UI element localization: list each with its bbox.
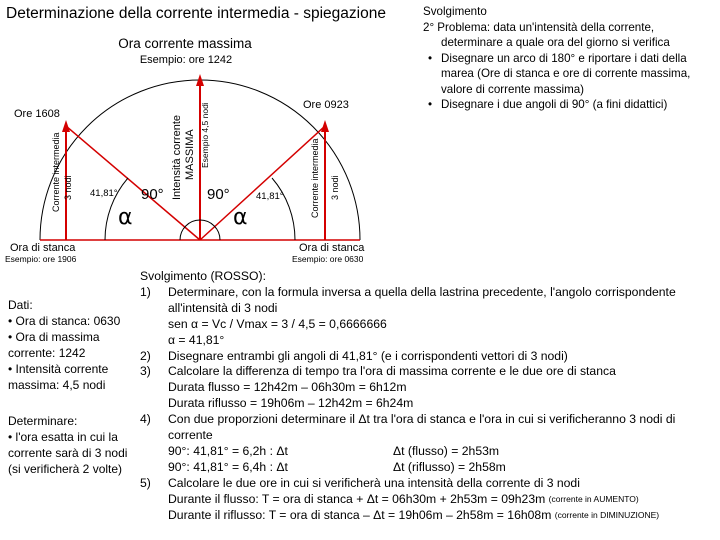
vertical-label-2: MASSIMA <box>184 129 196 180</box>
step-5 <box>140 476 676 492</box>
problem-bullet-2: • Disegnare i due angoli di 90° (a fini didattici) <box>441 97 719 113</box>
max-example: Esempio: ore 1242 <box>139 54 233 66</box>
step-4-line-4b: Δt (riflusso) = 2h58m <box>393 459 506 474</box>
problem-line-2: determinare a quale ora del giorno si verifica <box>441 36 670 49</box>
bullet-1-line-1: Disegnare un arco di 180° e riportare i dati della <box>441 51 687 65</box>
step-5-line-3b: (corrente in DIMINUZIONE) <box>554 509 660 520</box>
left-hour: Ore 1608 <box>14 108 60 120</box>
angle-left-label: 41,81° <box>90 188 118 199</box>
step-3-line-3: Durata riflusso = 19h06m – 12h42m = 6h24m <box>168 396 414 411</box>
data-line-6: massima: 4,5 nodi <box>8 378 106 392</box>
right-intermediate-radius <box>200 126 325 240</box>
slack-left-label: Ora di stanca <box>10 242 76 254</box>
step-3-line-1: Calcolare la differenza di tempo tra l'ora di massima corrente e le due ore di stanca <box>168 364 616 379</box>
step-4 <box>140 412 676 428</box>
right-hour: Ore 0923 <box>303 99 349 111</box>
step-3 <box>140 364 676 380</box>
angle-right-label: 41,81° <box>256 191 284 202</box>
step-4-line-3b: Δt (flusso) = 2h53m <box>393 443 500 458</box>
given-data <box>8 297 120 393</box>
step-4-line-3a: 90°: 41,81° = 6,2h : Δt <box>168 443 288 458</box>
step-3-number: 3) <box>140 364 151 379</box>
bullet-1-line-2: marea (Ore di stanca e ore di corrente massima, <box>441 67 691 80</box>
solution-steps <box>140 269 676 524</box>
step-4-line-1: Con due proporzioni determinare il Δt tra l'ora di stanca e l'ora in cui si verificheranno 3 nodi di <box>168 412 676 427</box>
data-line-2: • Ora di stanca: 0630 <box>8 314 121 328</box>
step-1-line-4: α = 41,81° <box>168 332 225 347</box>
left-intermediate-arrowhead <box>62 120 70 132</box>
vertical-label-1: Intensità corrente <box>171 115 183 200</box>
slack-right-label: Ora di stanca <box>299 242 365 254</box>
step-1-number: 1) <box>140 284 151 299</box>
step-2-line: Disegnare entrambi gli angoli di 41,81° (e i corrispondenti vettori di 3 nodi) <box>168 348 568 363</box>
problem-line-1: 2° Problema: data un'intensità della corrente, <box>423 20 655 34</box>
determ-line-4: (si verificherà 2 volte) <box>8 462 123 476</box>
data-line-1: Dati: <box>8 298 33 312</box>
step-4-line-2: corrente <box>168 428 213 443</box>
step-3-line-2: Durata flusso = 12h42m – 06h30m = 6h12m <box>168 380 407 395</box>
step-5-line-2a: Durante il flusso: T = ora di stanca + Δt = 06h30m + 2h53m = 09h23m <box>168 491 546 506</box>
bullet-1-line-3: valore di corrente massima) <box>441 82 585 96</box>
right-angle-right-label: 90° <box>207 186 230 203</box>
step-1-line-2: all'intensità di 3 nodi <box>168 300 278 315</box>
step-4-number: 4) <box>140 412 151 427</box>
step-5-line-2b: (corrente in AUMENTO) <box>548 493 639 504</box>
solution-title: Svolgimento (ROSSO): <box>140 269 266 283</box>
step-4-line-4a: 90°: 41,81° = 6,4h : Δt <box>168 459 288 474</box>
step-1-line-3: sen α = Vc / Vmax = 3 / 4,5 = 0,6666666 <box>168 316 387 331</box>
slack-left-example: Esempio: ore 1906 <box>5 254 77 264</box>
right-angle-left-label: 90° <box>141 186 164 203</box>
right-alpha-arc <box>272 178 295 240</box>
step-2 <box>140 349 676 365</box>
max-title: Ora corrente massima <box>118 36 252 51</box>
step-5-line-1: Calcolare le due ore in cui si verificherà una intensità della corrente di 3 nodi <box>168 475 580 490</box>
vertical-label-3: Esempio 4,5 nodi <box>200 102 210 168</box>
problem-heading: Svolgimento <box>423 5 487 18</box>
slack-right-example: Esempio: ore 0630 <box>292 254 364 264</box>
step-5-line-3a: Durante il riflusso: T = ora di stanca – Δt = 19h06m – 2h58m = 16h08m <box>168 507 552 522</box>
determine-block <box>8 413 127 477</box>
alpha-left: α <box>118 205 133 230</box>
right-intermediate-arrowhead <box>321 120 329 132</box>
data-line-3: • Ora di massima <box>8 330 100 344</box>
determ-line-1: Determinare: <box>8 414 78 428</box>
alpha-right: α <box>233 205 248 230</box>
right-vector-label-1: Corrente intermedia <box>310 138 320 218</box>
step-2-number: 2) <box>140 348 151 363</box>
left-vector-label-2: 3 nodi <box>63 175 73 200</box>
right-vector-label-2: 3 nodi <box>330 175 340 200</box>
step-1 <box>140 285 676 301</box>
determ-line-2: • l'ora esatta in cui la <box>8 430 118 444</box>
step-1-line-1: Determinare, con la formula inversa a quella della lastrina precedente, l'angolo corrispondente <box>168 284 676 299</box>
data-line-4: corrente: 1242 <box>8 346 86 360</box>
page-title: Determinazione della corrente intermedia - spiegazione <box>6 5 386 22</box>
left-vector-label-1: Corrente intermedia <box>51 132 61 212</box>
data-line-5: • Intensità corrente <box>8 362 109 376</box>
determ-line-3: corrente sarà di 3 nodi <box>8 446 128 460</box>
step-5-number: 5) <box>140 475 151 490</box>
